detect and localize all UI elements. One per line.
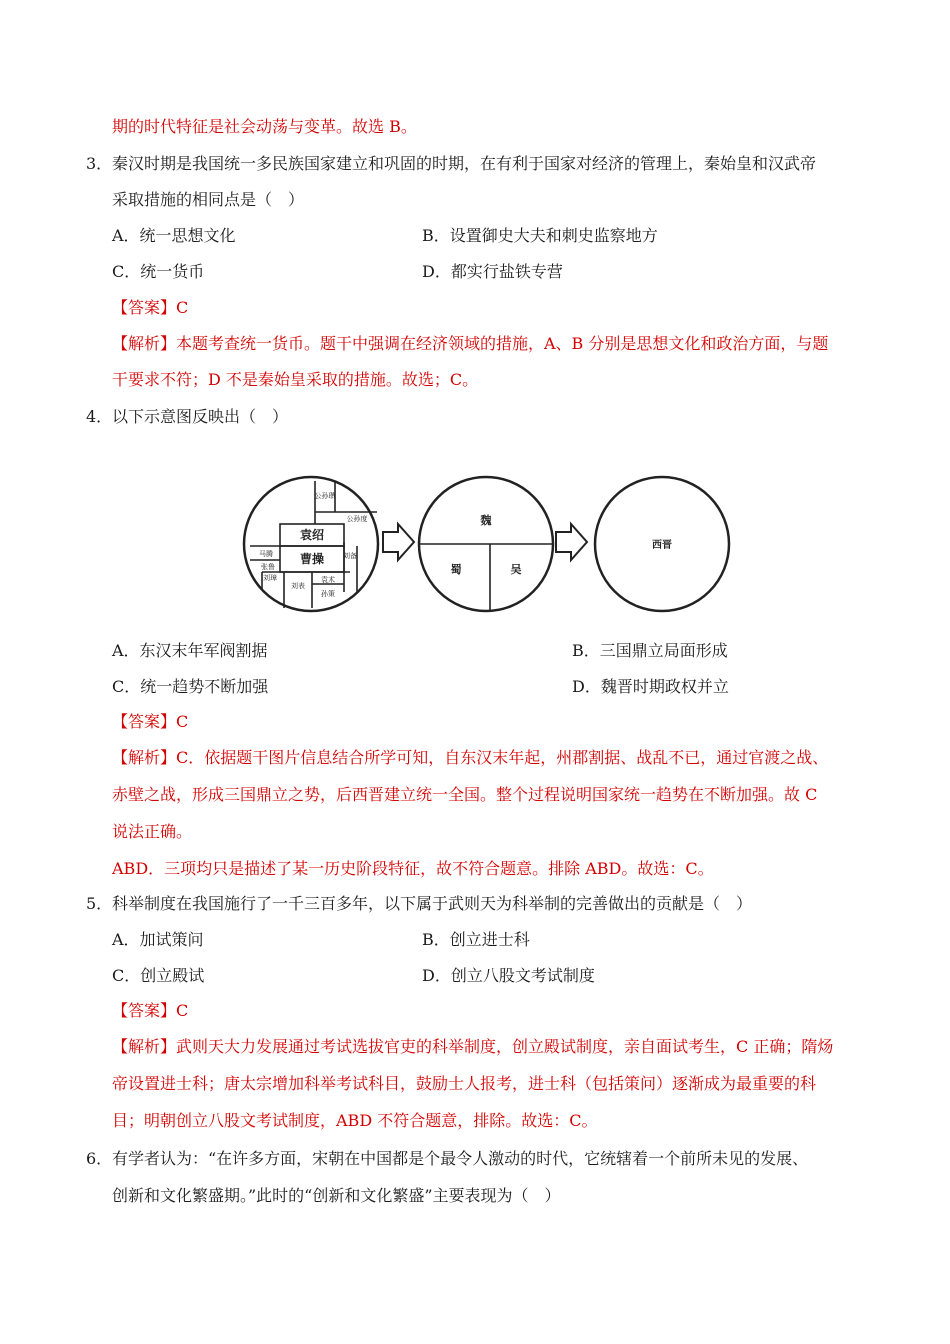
- q5-option-c: C．创立殿试: [112, 966, 205, 985]
- q4-explanation-line2: 赤壁之战，形成三国鼎立之势，后西晋建立统一全国。整个过程说明国家统一趋势在不断加强。故 C: [112, 785, 818, 804]
- q4-option-b: B．三国鼎立局面形成: [572, 641, 728, 660]
- label-gongsun-zan: 公孙瓒: [314, 492, 336, 500]
- arrow-2-icon: [556, 524, 587, 560]
- q5-answer: 【答案】C: [112, 1001, 189, 1020]
- q3-stem-line1: 秦汉时期是我国统一多民族国家建立和巩固的时期，在有利于国家对经济的管理上，秦始皇和汉武帝: [112, 154, 817, 173]
- label-cao-cao: 曹操: [299, 552, 325, 566]
- q4-option-a: A．东汉末年军阀割据: [112, 641, 268, 660]
- prev-explanation-tail: 期的时代特征是社会动荡与变革。故选 B。: [112, 117, 417, 136]
- q4-number: 4．: [86, 407, 113, 426]
- q5-number: 5．: [86, 894, 113, 913]
- q5-explanation-line2: 帝设置进士科；唐太宗增加科举考试科目，鼓励士人报考，进士科（包括策问）逐渐成为最重要的科: [112, 1074, 817, 1093]
- q3-explanation-line1: 【解析】本题考查统一货币。题干中强调在经济领域的措施，A、B 分别是思想文化和政治方面，与题: [112, 334, 829, 353]
- label-liu-zhang: 刘璋: [263, 574, 277, 582]
- label-liu-bei: 刘备: [343, 552, 357, 560]
- label-ma-teng: 马腾: [259, 550, 273, 558]
- three-kingdoms-diagram: [240, 472, 740, 622]
- q5-stem: 科举制度在我国施行了一千三百多年，以下属于武则天为科举制的完善做出的贡献是（ ）: [112, 894, 753, 913]
- q6-number: 6．: [86, 1149, 113, 1168]
- q3-answer: 【答案】C: [112, 298, 189, 317]
- label-western-jin: 西晋: [652, 540, 672, 551]
- q6-stem-line1: 有学者认为：“在许多方面，宋朝在中国都是个最令人激动的时代，它统辖着一个前所未见的发展、: [112, 1149, 809, 1168]
- q5-option-a: A．加试策问: [112, 930, 204, 949]
- q4-explanation-line4: ABD．三项均只是描述了某一历史阶段特征，故不符合题意。排除 ABD。故选：C。: [112, 859, 714, 878]
- arrow-1-icon: [383, 524, 414, 560]
- q5-option-b: B．创立进士科: [422, 930, 530, 949]
- label-zhang-lu: 张鲁: [261, 563, 275, 571]
- label-shu: 蜀: [450, 563, 462, 576]
- q3-option-c: C．统一货币: [112, 262, 205, 281]
- q3-option-d: D．都实行盐铁专营: [422, 262, 563, 281]
- q4-stem: 以下示意图反映出（ ）: [112, 407, 289, 426]
- q4-option-c: C．统一趋势不断加强: [112, 677, 269, 696]
- label-yuan-shao: 袁绍: [299, 528, 325, 542]
- label-gongsun-du: 公孙度: [346, 515, 368, 523]
- q3-stem-line2: 采取措施的相同点是（ ）: [112, 190, 305, 209]
- label-yuan-shu: 袁术: [321, 576, 335, 584]
- western-jin-circle: [595, 477, 729, 611]
- label-wu: 吴: [510, 563, 522, 576]
- q4-explanation-line3: 说法正确。: [112, 822, 193, 841]
- q3-number: 3．: [86, 154, 113, 173]
- q4-answer: 【答案】C: [112, 712, 189, 731]
- q3-explanation-line2: 干要求不符；D 不是秦始皇采取的措施。故选；C。: [112, 370, 479, 389]
- three-kingdoms-circle: [419, 477, 553, 611]
- warlords-circle: [244, 477, 378, 611]
- label-liu-biao: 刘表: [291, 582, 305, 590]
- q5-explanation-line3: 目；明朝创立八股文考试制度，ABD 不符合题意，排除。故选：C。: [112, 1111, 598, 1130]
- q5-option-d: D．创立八股文考试制度: [422, 966, 595, 985]
- q3-option-a: A．统一思想文化: [112, 226, 236, 245]
- label-sun-ce: 孙策: [321, 590, 335, 598]
- q5-explanation-line1: 【解析】武则天大力发展通过考试选拔官吏的科举制度，创立殿试制度，亲自面试考生，C 正确；隋炀: [112, 1037, 834, 1056]
- q4-option-d: D．魏晋时期政权并立: [572, 677, 729, 696]
- q4-explanation-line1: 【解析】C．依据题干图片信息结合所学可知，自东汉末年起，州郡割据、战乱不已，通过官渡之战、: [112, 748, 829, 767]
- q3-option-b: B．设置御史大夫和刺史监察地方: [422, 226, 658, 245]
- label-wei: 魏: [480, 514, 492, 527]
- q6-stem-line2: 创新和文化繁盛期。”此时的“创新和文化繁盛”主要表现为（ ）: [112, 1186, 561, 1205]
